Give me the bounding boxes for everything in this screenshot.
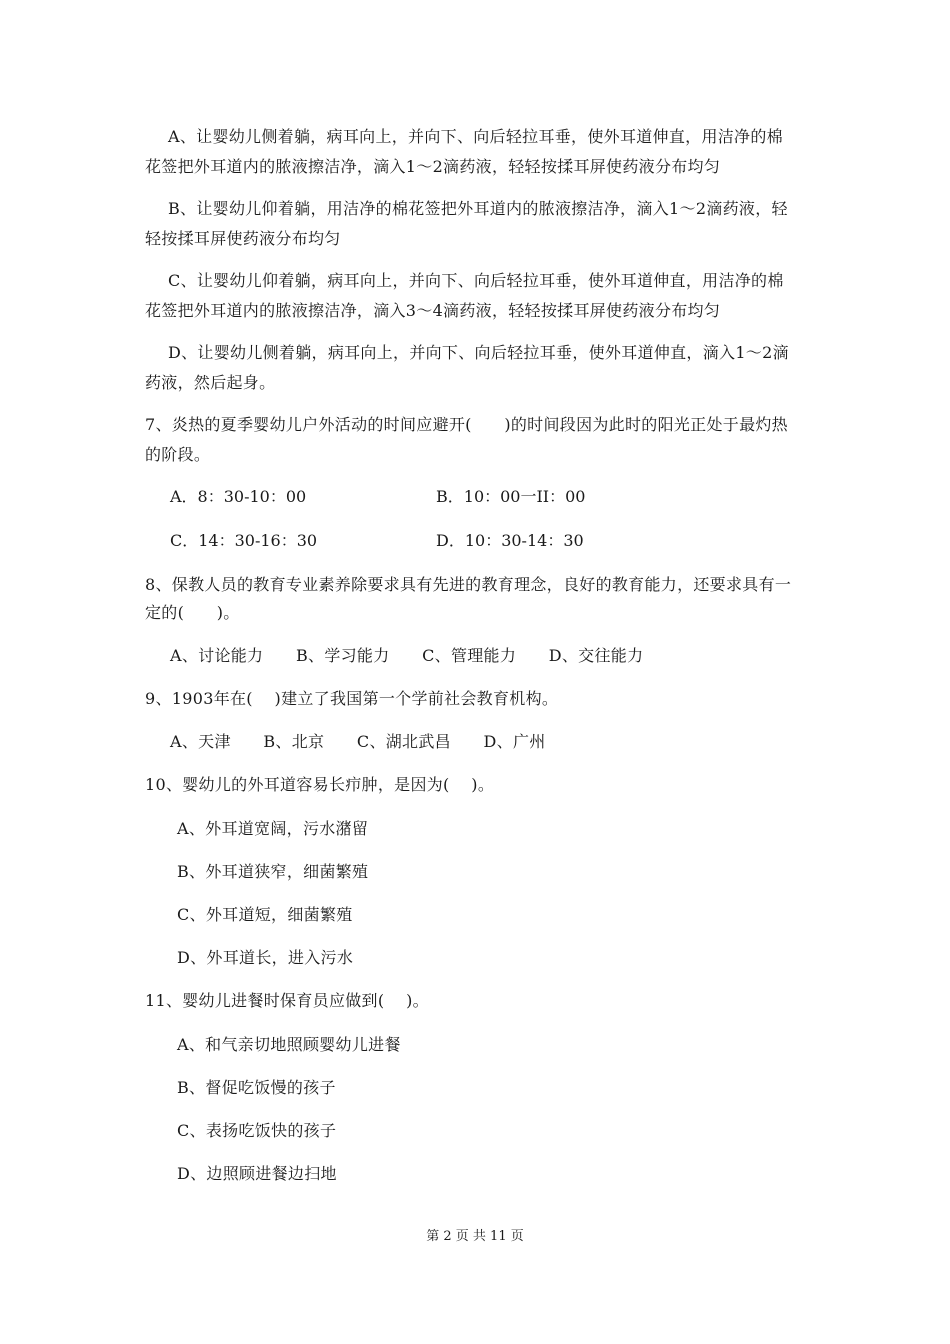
q7-option-d: D．10：30-14：30 — [436, 531, 584, 550]
q11-stem: 11、婴幼儿进餐时保育员应做到( )。 — [145, 991, 429, 1010]
q11-option-c: C、表扬吃饭快的孩子 — [177, 1121, 337, 1140]
q8-stem-line2: 定的( )。 — [145, 603, 240, 622]
q10-option-a: A、外耳道宽阔，污水潴留 — [177, 819, 369, 838]
q11-option-a: A、和气亲切地照顾婴幼儿进餐 — [177, 1035, 401, 1054]
q9-stem: 9、1903年在( )建立了我国第一个学前社会教育机构。 — [145, 689, 559, 708]
q7-option-a: A．8：30-10：00 — [170, 487, 307, 506]
q6-option-a-line1: A、让婴幼儿侧着躺，病耳向上，并向下、向后轻拉耳垂，使外耳道伸直，用洁净的棉 — [168, 127, 783, 146]
q6-option-a-line2: 花签把外耳道内的脓液擦洁净，滴入1～2滴药液，轻轻按揉耳屏使药液分布均匀 — [145, 157, 721, 176]
q7-stem-line2: 的阶段。 — [145, 445, 211, 464]
page-number-footer: 第 2 页 共 11 页 — [426, 1229, 524, 1244]
q6-option-c-line2: 花签把外耳道内的脓液擦洁净，滴入3～4滴药液，轻轻按揉耳屏使药液分布均匀 — [145, 301, 721, 320]
q8-stem-line1: 8、保教人员的教育专业素养除要求具有先进的教育理念，良好的教育能力，还要求具有一 — [145, 575, 792, 594]
q10-stem: 10、婴幼儿的外耳道容易长疖肿，是因为( )。 — [145, 775, 495, 794]
q11-option-b: B、督促吃饭慢的孩子 — [177, 1078, 336, 1097]
q7-option-b: B．10：00一II：00 — [436, 487, 586, 506]
q6-option-b-line2: 轻按揉耳屏使药液分布均匀 — [145, 229, 341, 248]
q7-option-c: C．14：30-16：30 — [170, 531, 318, 550]
q9-options: A、天津 B、北京 C、湖北武昌 D、广州 — [170, 732, 546, 751]
q8-options: A、讨论能力 B、学习能力 C、管理能力 D、交往能力 — [170, 646, 644, 665]
q7-stem-line1: 7、炎热的夏季婴幼儿户外活动的时间应避开( )的时间段因为此时的阳光正处于最灼热 — [145, 415, 788, 434]
q6-option-d-line2: 药液，然后起身。 — [145, 373, 276, 392]
q10-option-c: C、外耳道短，细菌繁殖 — [177, 905, 353, 924]
q10-option-d: D、外耳道长，进入污水 — [177, 948, 354, 967]
q11-option-d: D、边照顾进餐边扫地 — [177, 1164, 337, 1183]
q6-option-b-line1: B、让婴幼儿仰着躺，用洁净的棉花签把外耳道内的脓液擦洁净，滴入1～2滴药液，轻 — [168, 199, 788, 218]
q10-option-b: B、外耳道狭窄，细菌繁殖 — [177, 862, 369, 881]
q6-option-d-line1: D、让婴幼儿侧着躺，病耳向上，并向下、向后轻拉耳垂，使外耳道伸直，滴入1～2滴 — [168, 343, 789, 362]
q6-option-c-line1: C、让婴幼儿仰着躺，病耳向上，并向下、向后轻拉耳垂，使外耳道伸直，用洁净的棉 — [168, 271, 784, 290]
